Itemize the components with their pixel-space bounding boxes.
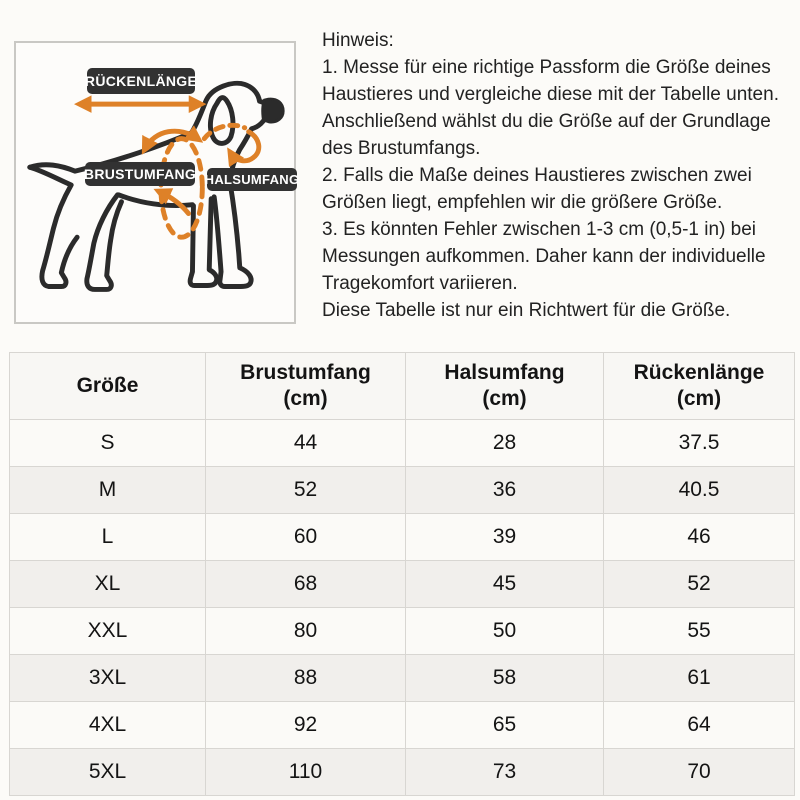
table-row bbox=[10, 608, 795, 655]
value-cell: 50 bbox=[406, 608, 604, 655]
neck-girth-arrow bbox=[231, 132, 259, 161]
note-item: 2. Falls die Maße deines Haustieres zwischen zwei Größen liegt, empfehlen wir die größere Größe. bbox=[322, 165, 752, 213]
notes-section bbox=[322, 27, 800, 324]
value-cell: 52 bbox=[206, 467, 406, 514]
value-cell: 40.5 bbox=[604, 467, 795, 514]
value-cell: 46 bbox=[604, 514, 795, 561]
value-cell: 73 bbox=[406, 749, 604, 796]
value-cell: 58 bbox=[406, 655, 604, 702]
neck-girth-label: HALSUMFANG bbox=[207, 168, 297, 191]
size-table-section bbox=[9, 352, 794, 796]
dog-measurement-diagram bbox=[14, 41, 300, 324]
value-cell: 36 bbox=[406, 467, 604, 514]
chest-girth-label: BRUSTUMFANG bbox=[85, 162, 195, 186]
value-cell: 64 bbox=[604, 702, 795, 749]
size-cell: 3XL bbox=[10, 655, 206, 702]
note-item: 1. Messe für eine richtige Passform die Größe deines Haustieres und vergleiche diese mit der Tabelle unten. Anschließend wählst du die Größe auf der Grundlage des Brustumfangs. bbox=[322, 57, 779, 159]
size-cell: 5XL bbox=[10, 749, 206, 796]
table-row bbox=[10, 561, 795, 608]
value-cell: 92 bbox=[206, 702, 406, 749]
table-row bbox=[10, 514, 795, 561]
table-row bbox=[10, 655, 795, 702]
size-table bbox=[9, 352, 795, 796]
size-cell: L bbox=[10, 514, 206, 561]
notes-title: Hinweis: bbox=[322, 30, 394, 51]
chest-girth-dashed-loop bbox=[161, 139, 202, 238]
note-item: 3. Es könnten Fehler zwischen 1-3 cm (0,5-1 in) bei Messungen aufkommen. Daher kann der individuelle Tragekomfort variieren. bbox=[322, 219, 766, 294]
value-cell: 61 bbox=[604, 655, 795, 702]
value-cell: 65 bbox=[406, 702, 604, 749]
value-cell: 45 bbox=[406, 561, 604, 608]
value-cell: 39 bbox=[406, 514, 604, 561]
value-cell: 88 bbox=[206, 655, 406, 702]
value-cell: 37.5 bbox=[604, 420, 795, 467]
value-cell: 52 bbox=[604, 561, 795, 608]
column-header-brustumfang: Brustumfang (cm) bbox=[206, 353, 406, 420]
column-header-groesse: Größe bbox=[10, 353, 206, 420]
back-length-label: RÜCKENLÄNGE bbox=[87, 68, 195, 94]
size-cell: M bbox=[10, 467, 206, 514]
table-row bbox=[10, 467, 795, 514]
size-cell: S bbox=[10, 420, 206, 467]
column-header-halsumfang: Halsumfang (cm) bbox=[406, 353, 604, 420]
size-cell: XL bbox=[10, 561, 206, 608]
size-cell: 4XL bbox=[10, 702, 206, 749]
header-row bbox=[10, 353, 795, 420]
value-cell: 60 bbox=[206, 514, 406, 561]
value-cell: 44 bbox=[206, 420, 406, 467]
table-row bbox=[10, 749, 795, 796]
table-row bbox=[10, 420, 795, 467]
value-cell: 68 bbox=[206, 561, 406, 608]
size-table-body bbox=[10, 420, 795, 796]
value-cell: 28 bbox=[406, 420, 604, 467]
value-cell: 80 bbox=[206, 608, 406, 655]
size-cell: XXL bbox=[10, 608, 206, 655]
dog-ear bbox=[210, 98, 233, 144]
column-header-rueckenlaenge: Rückenlänge (cm) bbox=[604, 353, 795, 420]
table-row bbox=[10, 702, 795, 749]
value-cell: 110 bbox=[206, 749, 406, 796]
value-cell: 70 bbox=[604, 749, 795, 796]
dog-nose bbox=[263, 99, 283, 122]
value-cell: 55 bbox=[604, 608, 795, 655]
note-item: Diese Tabelle ist nur ein Richtwert für die Größe. bbox=[322, 300, 731, 321]
